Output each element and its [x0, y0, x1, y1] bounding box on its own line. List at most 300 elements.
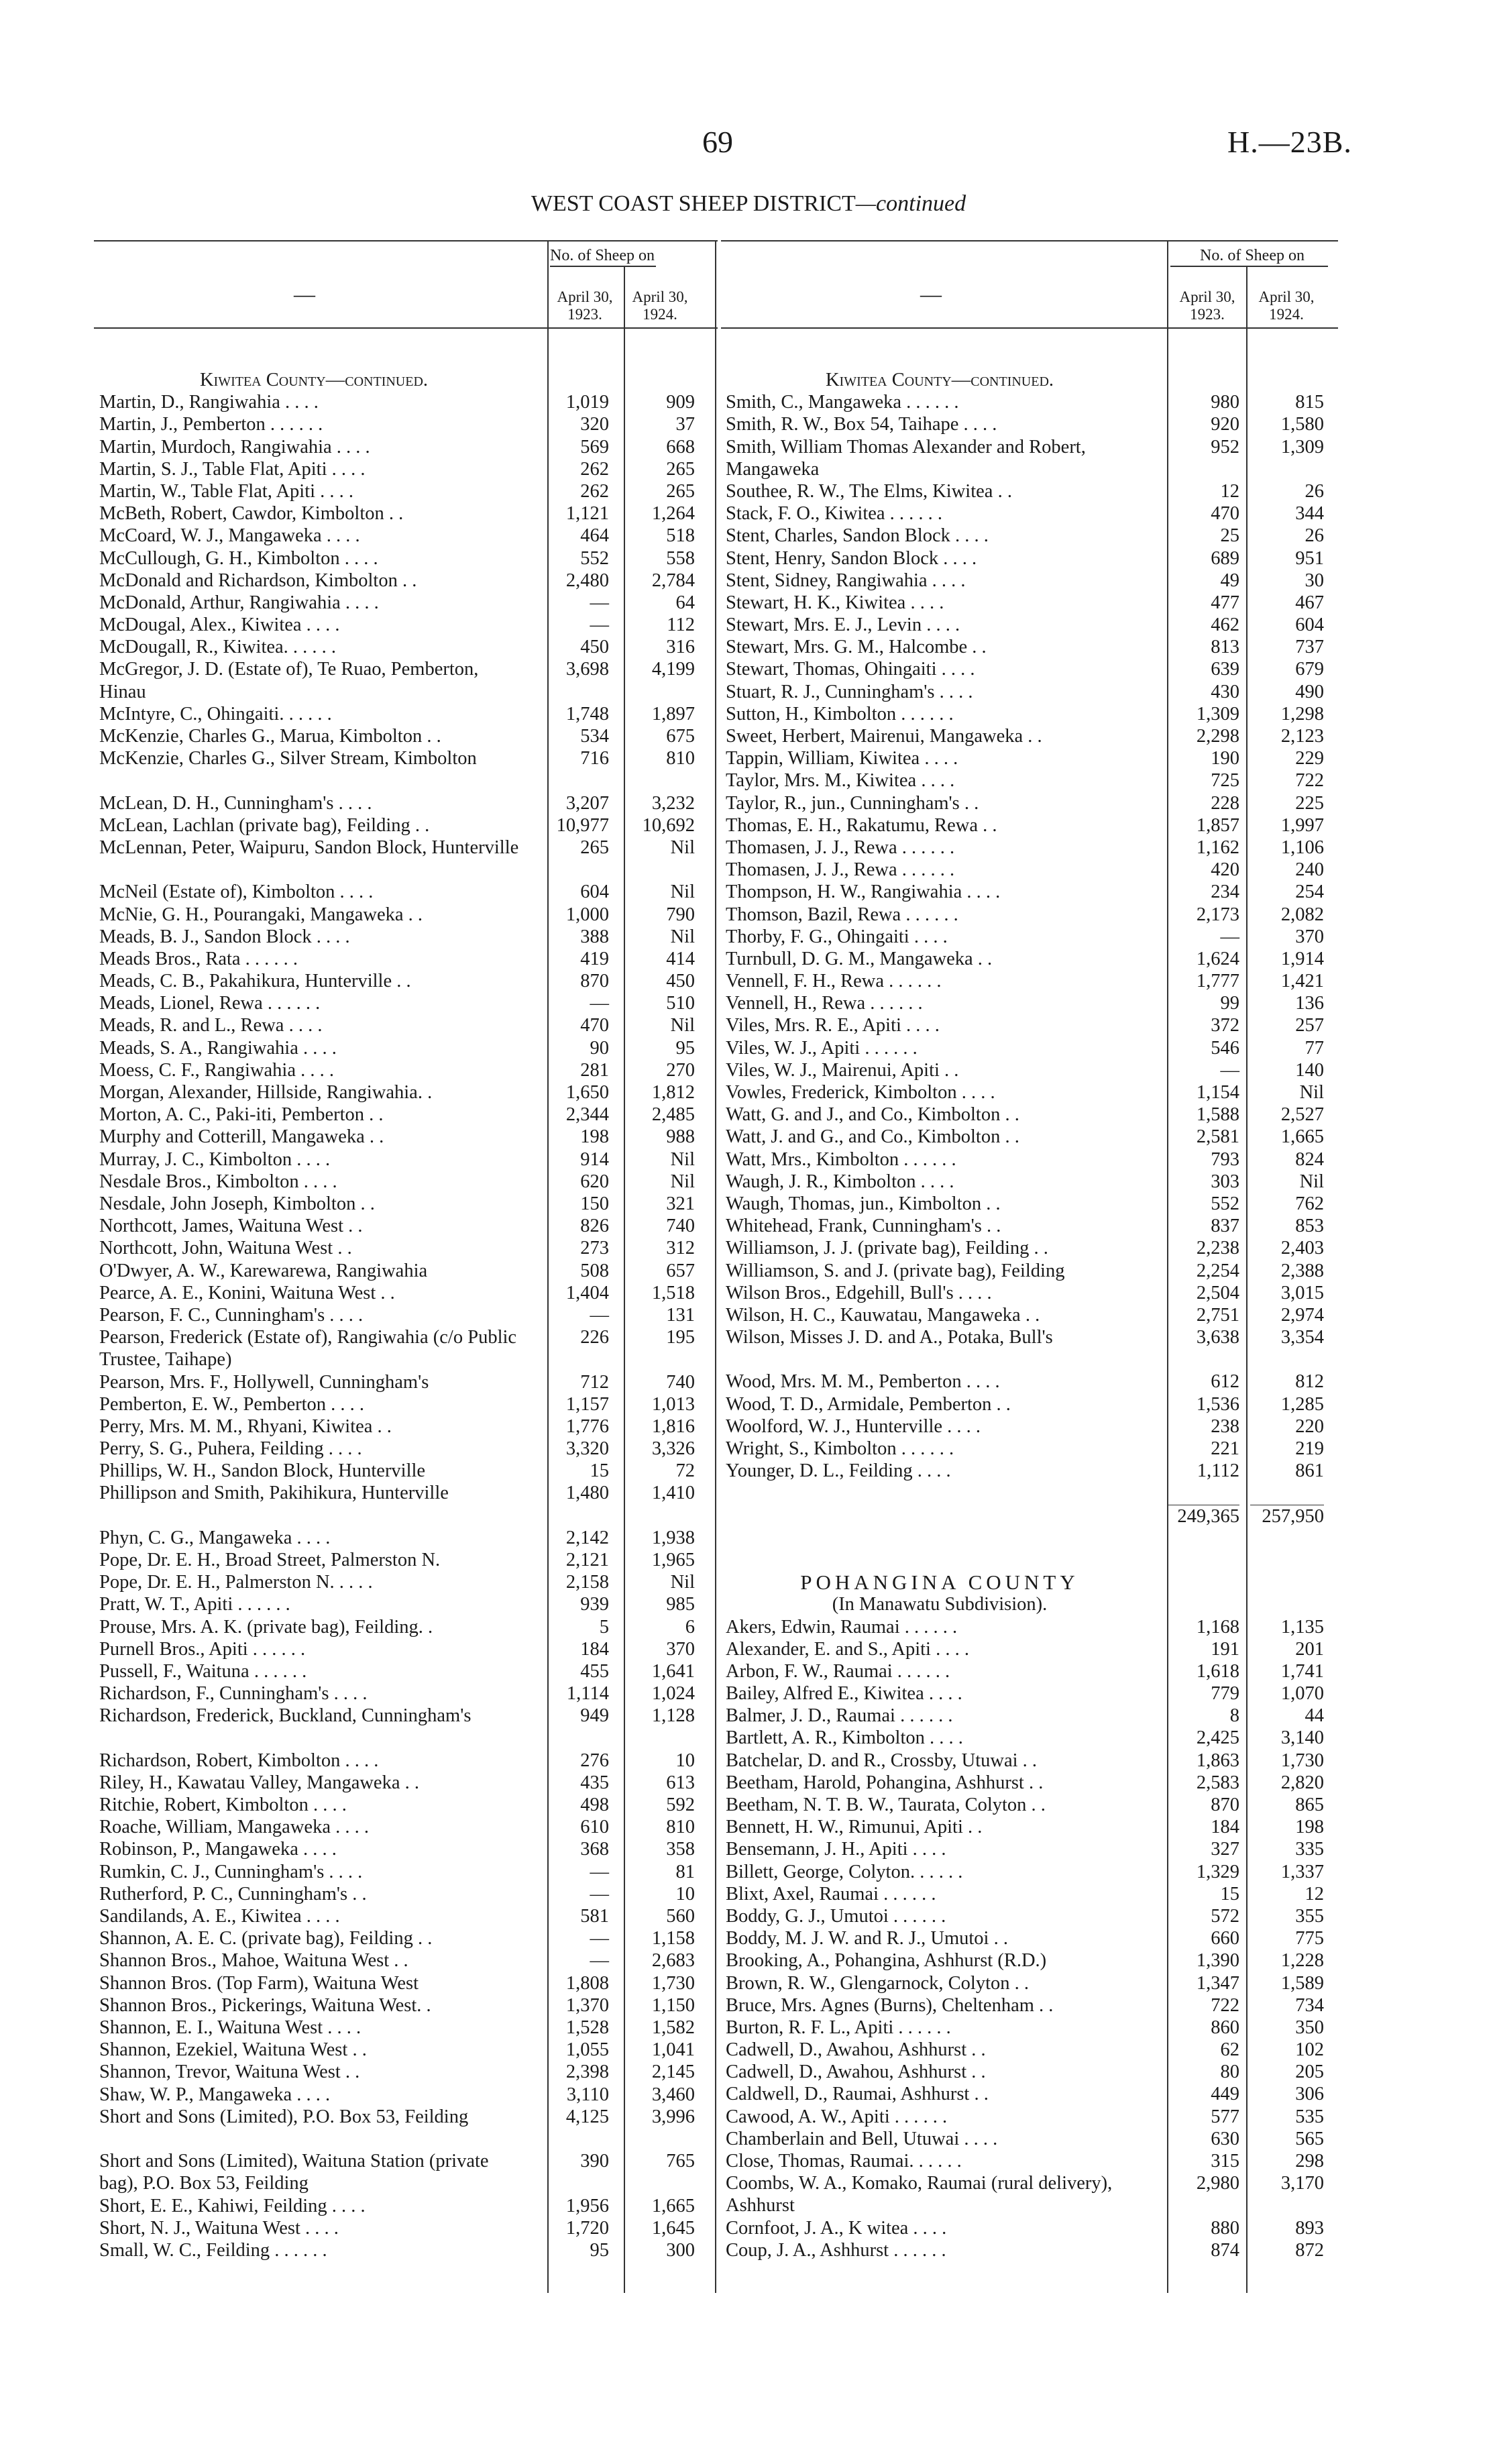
value-1923: 534 [580, 726, 609, 747]
value-1923: 2,581 [1196, 1126, 1239, 1148]
table-row [99, 881, 695, 903]
value-1924: 257 [1295, 1015, 1324, 1036]
value-1923: 1,480 [565, 1483, 609, 1504]
entry-name: Stack, F. O., Kiwitea . . . . . . [726, 503, 943, 525]
table-row [726, 570, 1324, 592]
value-1924: 2,082 [1280, 904, 1324, 925]
value-1923: 419 [580, 948, 609, 969]
header-col-1923: April 30, 1923. [1179, 288, 1235, 323]
value-1923: 1,162 [1196, 837, 1239, 858]
table-row [99, 1171, 695, 1193]
left-column [99, 242, 770, 2261]
value-1923: 2,425 [1196, 1727, 1239, 1749]
spacer [726, 1482, 1154, 1504]
value-1923: 813 [1211, 637, 1239, 658]
value-1923: 552 [1211, 1193, 1239, 1214]
entry-name: Boddy, M. J. W. and R. J., Umutoi . . [726, 1928, 1008, 1949]
value-1924: 737 [1295, 637, 1324, 658]
value-1924: 1,410 [651, 1483, 695, 1504]
entry-name: Phyn, C. G., Mangaweka . . . . [99, 1527, 331, 1548]
value-1924: 265 [666, 458, 695, 480]
value-1924: 2,974 [1280, 1304, 1324, 1326]
value-1923: 12 [1220, 480, 1239, 502]
document-reference: H.—23B. [1227, 125, 1352, 159]
value-1924: 254 [1295, 881, 1324, 903]
value-1923: 435 [580, 1772, 609, 1793]
table-row [726, 1838, 1324, 1860]
table-row [99, 1014, 695, 1036]
value-1923: 4,125 [565, 2106, 609, 2127]
value-1924: 265 [666, 480, 695, 502]
entry-name: Whitehead, Frank, Cunningham's . . [726, 1216, 1001, 1237]
value-1923: 265 [580, 837, 609, 858]
table-row [99, 658, 695, 702]
value-1923: 320 [580, 414, 609, 435]
value-1923: 779 [1211, 1683, 1239, 1705]
entry-name: Short and Sons (Limited), Waituna Station (private bag), P.O. Box 53, Feilding [99, 2151, 489, 2194]
title-text: WEST COAST SHEEP DISTRICT [531, 191, 856, 216]
table-row [726, 837, 1324, 859]
entry-name: Cornfoot, J. A., K witea . . . . [726, 2217, 947, 2239]
value-1924: 775 [1295, 1928, 1324, 1949]
entry-name: McCoard, W. J., Mangaweka . . . . [99, 525, 360, 547]
entry-name: Cawood, A. W., Apiti . . . . . . [726, 2106, 948, 2127]
value-1924: Nil [670, 1015, 695, 1036]
entry-name: Shannon, Trevor, Waituna West . . [99, 2061, 360, 2083]
value-1924: 592 [666, 1795, 695, 1816]
entry-name: Beetham, Harold, Pohangina, Ashhurst . . [726, 1772, 1044, 1793]
entry-name: Bensemann, J. H., Apiti . . . . [726, 1839, 946, 1860]
value-1924: 205 [1295, 2061, 1324, 2083]
value-1924: 951 [1295, 547, 1324, 569]
entry-name: Richardson, F., Cunningham's . . . . [99, 1683, 368, 1705]
entry-name: Pearson, Mrs. F., Hollywell, Cunningham's [99, 1371, 429, 1393]
table-row [99, 1438, 695, 1460]
value-1924: 1,518 [651, 1282, 695, 1303]
value-1924: 355 [1295, 1905, 1324, 1927]
value-1923: 2,583 [1196, 1772, 1239, 1793]
entry-name: Pope, Dr. E. H., Palmerston N. . . . . [99, 1572, 373, 1593]
table-row [726, 1326, 1324, 1371]
table-row [99, 1527, 695, 1549]
value-1924: 1,041 [651, 2039, 695, 2061]
table-row [99, 614, 695, 636]
value-1923: 25 [1220, 525, 1239, 547]
entry-name: Meads, Lionel, Rewa . . . . . . [99, 993, 321, 1014]
value-1923: 464 [580, 525, 609, 547]
table-row [99, 1304, 695, 1326]
value-1923: 15 [590, 1460, 609, 1482]
value-1923: 860 [1211, 2017, 1239, 2038]
table-row [99, 1861, 695, 1883]
table-row [99, 837, 695, 881]
entry-name: McKenzie, Charles G., Marua, Kimbolton . . [99, 726, 441, 747]
entry-name: Short, N. J., Waituna West . . . . [99, 2217, 339, 2239]
value-1923: 184 [1211, 1817, 1239, 1838]
entry-name: Bruce, Mrs. Agnes (Burns), Cheltenham . . [726, 1994, 1054, 2016]
table-row [726, 1905, 1324, 1927]
value-1924: 335 [1295, 1839, 1324, 1860]
entry-name: Martin, W., Table Flat, Apiti . . . . [99, 480, 354, 502]
value-1923: 273 [580, 1238, 609, 1259]
value-1923: 62 [1220, 2039, 1239, 2061]
header-group-label: No. of Sheep on [550, 247, 655, 264]
value-1924: Nil [1299, 1171, 1324, 1192]
table-row [99, 1949, 695, 1972]
table-row [726, 904, 1324, 926]
entry-name: Smith, R. W., Box 54, Taihape . . . . [726, 414, 997, 435]
value-1924: 370 [1295, 926, 1324, 947]
entry-name: Meads, S. A., Rangiwahia . . . . [99, 1037, 337, 1059]
entry-name: Ritchie, Robert, Kimbolton . . . . [99, 1795, 347, 1816]
entry-name: Thorby, F. G., Ohingaiti . . . . [726, 926, 948, 947]
table-row [726, 1193, 1324, 1215]
section-title: POHANGINA COUNTY [800, 1570, 1079, 1595]
value-1924: 1,228 [1280, 1950, 1324, 1972]
table-row [99, 1237, 695, 1259]
table-row [726, 1059, 1324, 1081]
header-dash: — [294, 282, 315, 306]
entry-name: Watt, Mrs., Kimbolton . . . . . . [726, 1148, 956, 1170]
table-row [99, 1460, 695, 1482]
value-1924: 316 [666, 637, 695, 658]
table-row [99, 1193, 695, 1215]
value-1924: 26 [1305, 525, 1324, 547]
table-row [99, 1415, 695, 1438]
value-1924: 2,820 [1280, 1772, 1324, 1793]
value-1923: 552 [580, 547, 609, 569]
table-row [726, 1171, 1324, 1193]
total-row [726, 1505, 1324, 1527]
spacer [726, 1527, 1154, 1549]
value-1923: 470 [1211, 503, 1239, 525]
value-1923: 2,254 [1196, 1260, 1239, 1281]
value-1923: 95 [590, 2239, 609, 2261]
table-row [726, 1727, 1324, 1749]
table-row [99, 413, 695, 435]
value-1923: 262 [580, 458, 609, 480]
value-1924: 1,965 [651, 1550, 695, 1571]
entry-name: Vennell, H., Rewa . . . . . . [726, 993, 923, 1014]
right-column [726, 242, 1396, 2261]
table-row [726, 1638, 1324, 1660]
value-1923: 90 [590, 1037, 609, 1059]
value-1924: 2,123 [1280, 726, 1324, 747]
entry-name: McIntyre, C., Ohingaiti. . . . . . [99, 703, 332, 725]
table-row [99, 2061, 695, 2083]
table-row [99, 1705, 695, 1749]
table-row [726, 2017, 1324, 2039]
table-row [99, 926, 695, 948]
entry-name: Nesdale, John Joseph, Kimbolton . . [99, 1193, 375, 1214]
table-row [726, 2039, 1324, 2061]
value-1923: 1,624 [1196, 948, 1239, 969]
title-continued: —continued [855, 191, 966, 216]
entry-name: Woolford, W. J., Hunterville . . . . [726, 1415, 981, 1437]
entry-name: Shannon, Ezekiel, Waituna West . . [99, 2039, 367, 2061]
value-1923: — [590, 993, 609, 1014]
table-row [726, 436, 1324, 480]
value-1924: 450 [666, 971, 695, 992]
value-1923: 327 [1211, 1839, 1239, 1860]
header-col-1924: April 30, 1924. [632, 288, 688, 323]
entry-name: Smith, William Thomas Alexander and Robert, Mangaweka [726, 436, 1086, 480]
value-1923: 630 [1211, 2128, 1239, 2149]
value-1923: — [590, 614, 609, 636]
table-row [726, 859, 1324, 881]
entry-name: Meads Bros., Rata . . . . . . [99, 948, 298, 969]
entry-name: McDougal, Alex., Kiwitea . . . . [99, 614, 340, 636]
table-row [726, 1237, 1324, 1259]
table-row [99, 1972, 695, 1994]
value-1924: 985 [666, 1594, 695, 1615]
value-1923: 612 [1211, 1371, 1239, 1393]
value-1924: 72 [675, 1460, 695, 1482]
entry-name: Bailey, Alfred E., Kiwitea . . . . [726, 1683, 962, 1705]
value-1924: 219 [1295, 1438, 1324, 1460]
table-row [99, 1794, 695, 1816]
entry-name: O'Dwyer, A. W., Karewarewa, Rangiwahia [99, 1260, 428, 1281]
column-rule [715, 240, 716, 2293]
value-1924: 1,285 [1280, 1393, 1324, 1415]
table-row [726, 413, 1324, 435]
entry-name: McGregor, J. D. (Estate of), Te Ruao, Pemberton, Hinau [99, 659, 479, 702]
value-1923: 3,110 [566, 2084, 609, 2105]
value-1923: 498 [580, 1795, 609, 1816]
entry-name: Taylor, Mrs. M., Kiwitea . . . . [726, 770, 955, 792]
table-row [726, 1260, 1324, 1282]
value-1924: 865 [1295, 1795, 1324, 1816]
value-1923: 880 [1211, 2217, 1239, 2239]
value-1924: 1,582 [651, 2017, 695, 2038]
page-title [0, 191, 1497, 217]
entry-name: Murphy and Cotterill, Mangaweka . . [99, 1126, 384, 1148]
entry-name: Beetham, N. T. B. W., Taurata, Colyton . . [726, 1795, 1046, 1816]
entry-name: Sweet, Herbert, Mairenui, Mangaweka . . [726, 726, 1042, 747]
entry-name: Williamson, S. and J. (private bag), Feilding [726, 1260, 1065, 1281]
table-row [726, 1972, 1324, 1994]
value-1923: 581 [580, 1906, 609, 1927]
table-row [99, 480, 695, 502]
table-row [726, 1883, 1324, 1905]
value-1924: 510 [666, 993, 695, 1014]
table-row [726, 725, 1324, 747]
header-col-1923: April 30, 1923. [557, 288, 613, 323]
value-1923: 949 [580, 1705, 609, 1727]
value-1924: 1,897 [651, 703, 695, 725]
entry-name: Purnell Bros., Apiti . . . . . . [99, 1638, 306, 1660]
table-row [99, 1750, 695, 1772]
value-1923: 2,751 [1196, 1304, 1239, 1326]
table-row [99, 458, 695, 480]
table-row [726, 926, 1324, 948]
entry-name: McKenzie, Charles G., Silver Stream, Kimbolton [99, 748, 477, 769]
value-1923: — [1220, 1059, 1239, 1081]
table-row [99, 1772, 695, 1794]
table-row [726, 1772, 1324, 1794]
value-1923: 2,398 [565, 2061, 609, 2083]
entry-name: Shannon, A. E. C. (private bag), Feilding . . [99, 1928, 433, 1949]
value-1924: 3,354 [1280, 1327, 1324, 1348]
entry-name: Pratt, W. T., Apiti . . . . . . [99, 1594, 290, 1615]
value-1923: 1,329 [1196, 1861, 1239, 1882]
table-row [726, 1304, 1324, 1326]
value-1923: 980 [1211, 392, 1239, 413]
value-1924: 131 [666, 1304, 695, 1326]
table-row [726, 792, 1324, 814]
entry-name: Stewart, H. K., Kiwitea . . . . [726, 592, 944, 613]
value-1924: 1,013 [651, 1393, 695, 1415]
value-1923: — [590, 1861, 609, 1882]
value-1923: 450 [580, 637, 609, 658]
entry-name: Phillips, W. H., Sandon Block, Hunterville [99, 1460, 426, 1482]
value-1923: 2,121 [565, 1550, 609, 1571]
entry-name: Phillipson and Smith, Pakihikura, Hunterville [99, 1483, 449, 1504]
value-1924: 765 [666, 2151, 695, 2172]
table-row [726, 1994, 1324, 2017]
section-heading: Kiwitea County—continued. [825, 370, 1054, 390]
table-row [99, 1037, 695, 1059]
table-row [726, 1616, 1324, 1638]
value-1924: 240 [1295, 859, 1324, 881]
header-col-1924: April 30, 1924. [1258, 288, 1315, 323]
value-1923: 1,777 [1196, 971, 1239, 992]
value-1923: 1,857 [1196, 814, 1239, 836]
entry-name: Morton, A. C., Paki-iti, Pemberton . . [99, 1104, 384, 1126]
table-row [99, 1326, 695, 1371]
entry-name: Brown, R. W., Glengarnock, Colyton . . [726, 1972, 1030, 1994]
value-1923: 238 [1211, 1415, 1239, 1437]
table-row [99, 1260, 695, 1282]
table-row [726, 525, 1324, 547]
value-1923: 228 [1211, 792, 1239, 814]
entry-name: Northcott, James, Waituna West . . [99, 1216, 363, 1237]
value-1924: 344 [1295, 503, 1324, 525]
page-number: 69 [702, 125, 733, 159]
value-1923: 1,347 [1196, 1972, 1239, 1994]
value-1924: 140 [1295, 1059, 1324, 1081]
value-1924: 909 [666, 392, 695, 413]
entry-name: Short, E. E., Kahiwi, Feilding . . . . [99, 2195, 366, 2216]
entry-name: Blixt, Axel, Raumai . . . . . . [726, 1883, 936, 1905]
value-1923: 3,638 [1196, 1327, 1239, 1348]
value-1923: 546 [1211, 1037, 1239, 1059]
value-1924: 518 [666, 525, 695, 547]
value-1924: 350 [1295, 2017, 1324, 2038]
value-1924: 270 [666, 1059, 695, 1081]
value-1923: 837 [1211, 1216, 1239, 1237]
value-1924: 1,128 [651, 1705, 695, 1727]
entry-name: Smith, C., Mangaweka . . . . . . [726, 392, 959, 413]
table-row [99, 992, 695, 1014]
value-1924: 220 [1295, 1415, 1324, 1437]
value-1923: 725 [1211, 770, 1239, 792]
table-row [726, 1438, 1324, 1460]
value-1923: 1,168 [1196, 1616, 1239, 1638]
value-1923: 390 [580, 2151, 609, 2172]
header-dash: — [920, 282, 942, 306]
value-1923: 2,980 [1196, 2173, 1239, 2194]
value-1924: 893 [1295, 2217, 1324, 2239]
table-row [99, 1616, 695, 1638]
table-row [99, 391, 695, 413]
value-1923: 1,055 [565, 2039, 609, 2061]
entry-name: Riley, H., Kawatau Valley, Mangaweka . . [99, 1772, 419, 1793]
entry-name: Small, W. C., Feilding . . . . . . [99, 2239, 327, 2261]
table-row [99, 725, 695, 747]
value-1923: 1,776 [565, 1415, 609, 1437]
value-1924: 853 [1295, 1216, 1324, 1237]
value-1924: 861 [1295, 1460, 1324, 1482]
entry-name: Bennett, H. W., Rimunui, Apiti . . [726, 1817, 983, 1838]
entry-name: Burton, R. F. L., Apiti . . . . . . [726, 2017, 951, 2038]
value-1924: 1,150 [651, 1994, 695, 2016]
entry-name: Williamson, J. J. (private bag), Feilding . . [726, 1238, 1048, 1259]
table-row [99, 436, 695, 458]
value-1924: 815 [1295, 392, 1324, 413]
value-1924: 370 [666, 1638, 695, 1660]
value-1924: 560 [666, 1906, 695, 1927]
entry-name: Akers, Edwin, Raumai . . . . . . [726, 1616, 958, 1638]
table-row [99, 636, 695, 658]
entry-name: Taylor, R., jun., Cunningham's . . [726, 792, 979, 814]
entry-name: McLennan, Peter, Waipuru, Sandon Block, Hunterville [99, 837, 519, 858]
entry-name: Shaw, W. P., Mangaweka . . . . [99, 2084, 331, 2105]
value-1924: 77 [1305, 1037, 1324, 1059]
value-1923: 2,173 [1196, 904, 1239, 925]
value-1923: 1,370 [565, 1994, 609, 2016]
left-table-body [99, 369, 695, 2261]
value-1923: 569 [580, 436, 609, 458]
table-row [726, 2217, 1324, 2239]
entry-name: Wright, S., Kimbolton . . . . . . [726, 1438, 954, 1460]
value-1924: 1,665 [651, 2195, 695, 2216]
value-1923: 2,298 [1196, 726, 1239, 747]
entry-name: Richardson, Robert, Kimbolton . . . . [99, 1750, 379, 1771]
table-row [99, 904, 695, 926]
entry-name: Meads, B. J., Sandon Block . . . . [99, 926, 350, 947]
value-1924: 1,665 [1280, 1126, 1324, 1148]
value-1924: 201 [1295, 1638, 1324, 1660]
table-row [726, 948, 1324, 970]
value-1924: 112 [667, 614, 695, 636]
section-heading: Kiwitea County—continued. [199, 370, 429, 390]
value-1924: 824 [1295, 1148, 1324, 1170]
value-1924: 3,015 [1280, 1282, 1324, 1303]
value-1924: 1,812 [651, 1082, 695, 1104]
value-1924: 535 [1295, 2106, 1324, 2127]
value-1923: 2,238 [1196, 1238, 1239, 1259]
entry-name: Northcott, John, Waituna West . . [99, 1238, 352, 1259]
entry-name: Richardson, Frederick, Buckland, Cunningham's [99, 1705, 472, 1727]
table-row [726, 391, 1324, 413]
value-1924: 1,421 [1280, 971, 1324, 992]
entry-name: Short and Sons (Limited), P.O. Box 53, Feilding [99, 2106, 469, 2127]
value-1923: 1,157 [565, 1393, 609, 1415]
table-row [726, 1081, 1324, 1104]
table-row [726, 2083, 1324, 2105]
entry-name: Shannon, E. I., Waituna West . . . . [99, 2017, 362, 2038]
table-row [99, 570, 695, 592]
value-1923: 372 [1211, 1015, 1239, 1036]
entry-name: Boddy, G. J., Umutoi . . . . . . [726, 1905, 946, 1927]
value-1924: 740 [666, 1371, 695, 1393]
value-1924: 37 [675, 414, 695, 435]
table-row [726, 747, 1324, 769]
value-1924: 734 [1295, 1994, 1324, 2016]
value-1924: 1,298 [1280, 703, 1324, 725]
entry-name: Rutherford, P. C., Cunningham's . . [99, 1883, 367, 1905]
